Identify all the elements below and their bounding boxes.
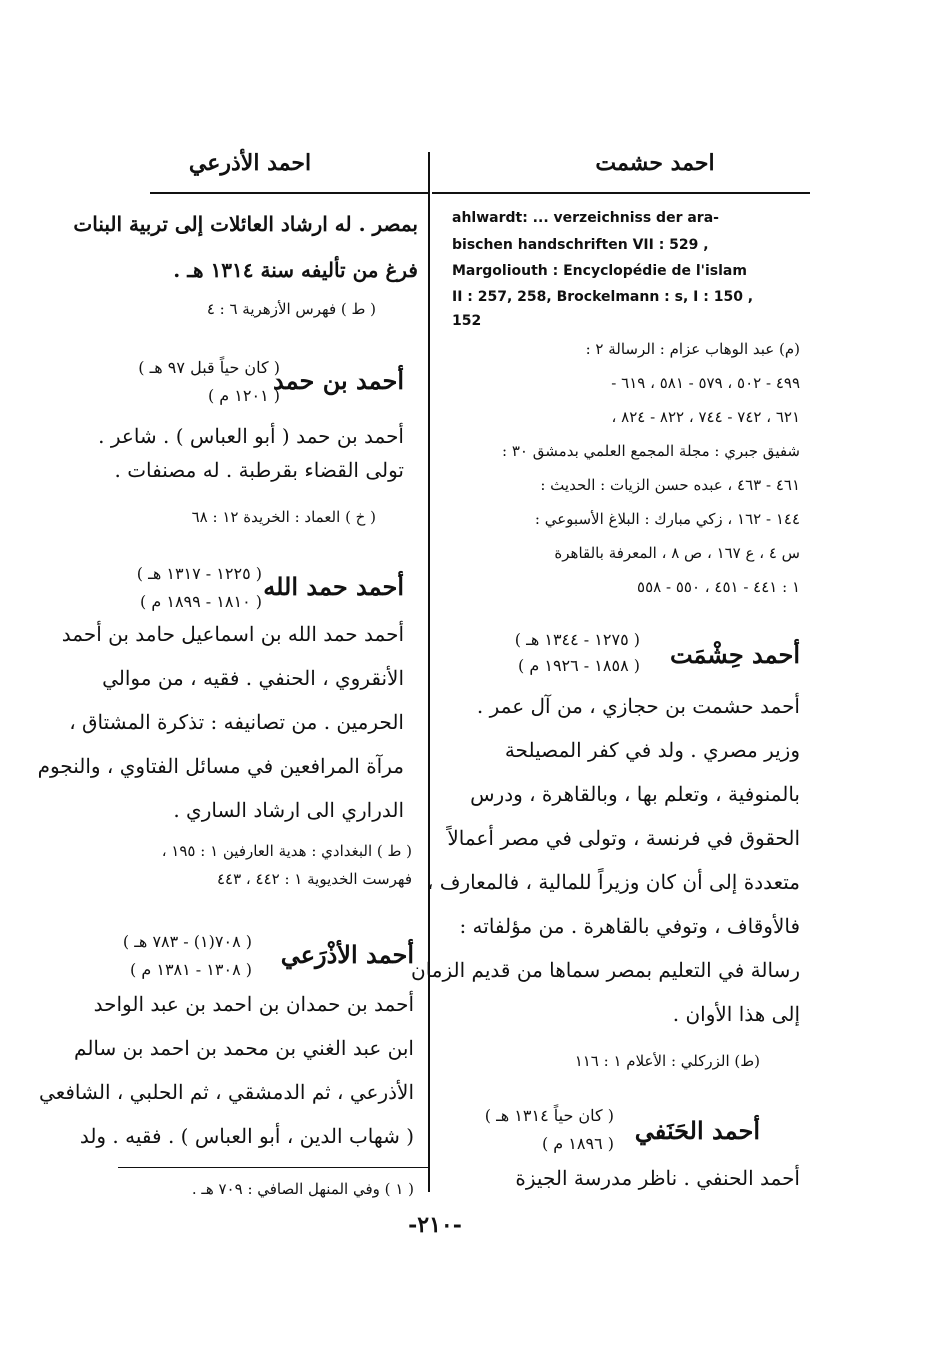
ref-line: ٤٩٩ - ٥٠٢ ، ٥٧٩ - ٥٨١ ، ٦١٩ -: [611, 374, 800, 392]
entry-text-line: أحمد حشمت بن حجازي ، من آل عمر .: [476, 694, 800, 718]
entry-dates-gregorian: ( ١٨٩٦ م ): [541, 1134, 614, 1153]
ref-line: ٤٦١ - ٤٦٣ ، عبده حسن الزيات : الحديث :: [540, 476, 800, 494]
latin-ref-line: II : 257, 258, Brockelmann : s, I : 150 ,: [452, 289, 754, 305]
entry-text-line: الحرمين . من تصانيفه : تذكرة المشتاق ،: [69, 710, 404, 734]
entry-text-line: ابن عبد الغني بن محمد بن احمد بن سالم: [74, 1036, 414, 1060]
entry-text-line: وزير مصري . ولد في كفر المصيلحة: [504, 738, 800, 762]
latin-ref-line: 152: [452, 313, 482, 329]
header-rule-left: [150, 192, 430, 194]
entry-text-line: رسالة في التعليم بمصر سماها من قديم الزمان: [411, 958, 800, 982]
ref-line: (م) عبد الوهاب عزام : الرسالة ٢ :: [585, 340, 800, 358]
entry-title-adhrai: أحمد الأذْرَعي: [280, 940, 414, 969]
entry-text-line: إلى هذا الأوان .: [672, 1002, 800, 1026]
latin-ref-line: ahlwardt: ... verzeichniss der ara-: [452, 210, 719, 226]
ref-line: ٦٢١ ، ٧٤٢ - ٧٤٤ ، ٨٢٢ - ٨٢٤ ،: [611, 408, 800, 426]
footnote: ( ١ ) وفي المنهل الصافي : ٧٠٩ هـ .: [191, 1180, 414, 1198]
entry-title-ibn-hamad: أحمد بن حمد: [273, 366, 404, 395]
ref-line: س ٤ ، ع ١٦٧ ، ص ٨ ، المعرفة بالقاهرة: [554, 544, 800, 562]
entry-dates-gregorian: ( ١٣٠٨ - ١٣٨١ م ): [130, 960, 252, 979]
entry-text-line: بالمنوفية ، وتعلم بها ، وبالقاهرة ، ودرس: [470, 782, 800, 806]
entry-dates-hijri: ( ١٢٧٥ - ١٣٤٤ هـ ): [514, 630, 640, 649]
intro-reference: ( ط ) فهرس الأزهرية ٦ : ٤: [206, 300, 376, 318]
entry-text-line: تولى القضاء بقرطبة . له مصنفات .: [114, 458, 404, 482]
entry-reference: ( خ ) العماد : الخريدة ١٢ : ٦٨: [191, 508, 376, 526]
entry-text-line: ( شهاب الدين ، أبو العباس ) . فقيه . ولد: [79, 1124, 414, 1148]
entry-dates-gregorian: ( ١٢٠١ م ): [207, 386, 280, 405]
header-rule-right: [432, 192, 810, 194]
ref-line: ١ : ٤٤١ - ٤٥١ ، ٥٥٠ - ٥٥٨: [637, 578, 800, 596]
entry-dates-hijri: ( كان حياً ١٣١٤ هـ ): [484, 1106, 614, 1125]
entry-text-line: أحمد الحنفي . ناظر مدرسة الجيزة: [515, 1166, 800, 1190]
intro-line: فرغ من تأليفه سنة ١٣١٤ هـ .: [173, 258, 418, 282]
entry-text-line: الحقوق في فرنسة ، وتولى في مصر أعمالاً: [447, 826, 800, 850]
entry-dates-hijri: ( كان حياً قبل ٩٧ هـ ): [138, 358, 280, 377]
entry-reference: (ط) الزركلي : الأعلام ١ : ١١٦: [574, 1052, 760, 1070]
entry-dates-gregorian: ( ١٨١٠ - ١٨٩٩ م ): [140, 592, 262, 611]
entry-text-line: الأذرعي ، ثم الدمشقي ، ثم الحلبي ، الشافعي: [39, 1080, 414, 1104]
entry-text-line: مرآة المرافعين في مسائل الفتاوي ، والنجوم: [37, 754, 404, 778]
entry-reference: ( ط ) البغدادي : هدية العارفين ١ : ١٩٥ ،: [161, 842, 412, 860]
right-running-header: احمد حشمت: [595, 150, 715, 176]
page-number: -٢١٠-: [408, 1212, 462, 1238]
ref-line: ١٤٤ - ١٦٢ ، زكي مبارك : البلاغ الأسبوعي :: [534, 510, 800, 528]
entry-title-hashmat: أحمد حِشْمَت: [669, 640, 800, 669]
column-divider: [428, 152, 430, 1192]
footnote-rule: [118, 1167, 430, 1168]
entry-text-line: متعددة إلى أن كان وزيراً للمالية ، فالمعارف ،: [426, 870, 800, 894]
left-running-header: احمد الأذرعي: [188, 150, 312, 176]
entry-dates-gregorian: ( ١٨٥٨ - ١٩٢٦ م ): [518, 656, 640, 675]
latin-ref-line: Margoliouth : Encyclopédie de l'islam: [452, 263, 747, 279]
entry-title-hamdallah: أحمد حمد الله: [263, 572, 404, 601]
entry-text-line: أحمد حمد الله بن اسماعيل حامد بن أحمد: [61, 622, 404, 646]
entry-dates-hijri: ( ١٢٢٥ - ١٣١٧ هـ ): [136, 564, 262, 583]
latin-ref-line: bischen handschriften VII : 529 ,: [452, 237, 709, 253]
entry-dates-hijri: ( ٧٠٨(١) - ٧٨٣ هـ ): [122, 932, 252, 951]
entry-text-line: أحمد بن حمد ( أبو العباس ) . شاعر .: [98, 424, 404, 448]
intro-line: بمصر . له ارشاد العائلات إلى تربية البنات: [73, 212, 418, 236]
entry-title-hanafi: أحمد الحَنَفي: [634, 1116, 760, 1145]
entry-text-line: الأنقروي ، الحنفي . فقيه ، من موالي: [102, 666, 404, 690]
entry-text-line: الدراري الى ارشاد الساري .: [173, 798, 404, 822]
ref-line: شفيق جبري : مجلة المجمع العلمي بدمشق ٣٠ :: [502, 442, 800, 460]
entry-text-line: أحمد بن حمدان بن احمد بن عبد الواحد: [93, 992, 414, 1016]
entry-text-line: فالأوقاف ، وتوفي بالقاهرة . من مؤلفاته :: [459, 914, 800, 938]
entry-reference: فهرست الخديوية ١ : ٤٤٢ ، ٤٤٣: [216, 870, 412, 888]
